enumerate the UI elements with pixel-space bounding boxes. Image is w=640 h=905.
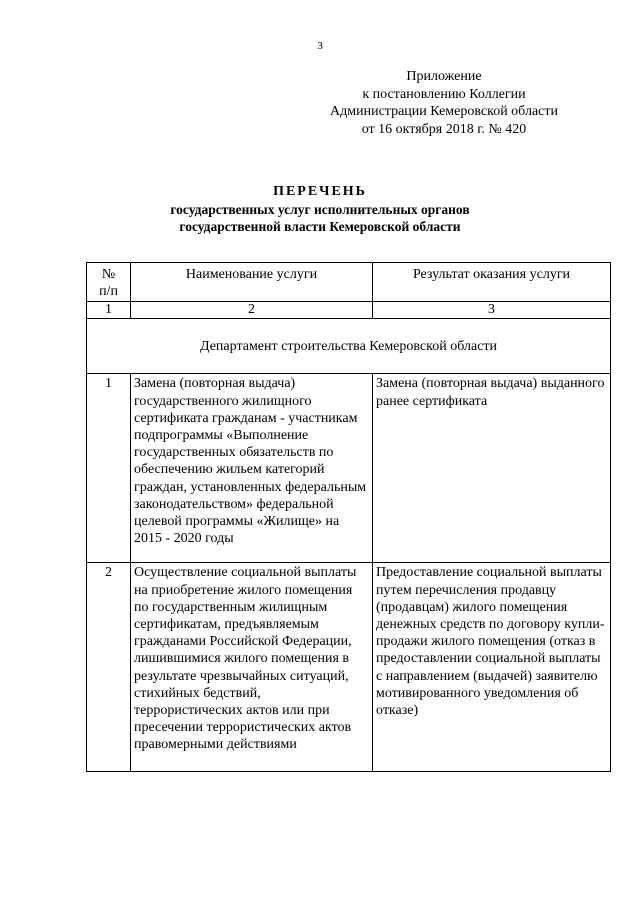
appendix-line: к постановлению Коллегии xyxy=(362,86,526,102)
document-heading xyxy=(0,183,640,235)
column-number: 3 xyxy=(373,302,611,319)
row-number: 2 xyxy=(87,563,131,772)
table-header-row xyxy=(87,263,611,302)
header-number-line: п/п xyxy=(99,284,118,300)
page-number: 3 xyxy=(317,40,323,52)
table-row xyxy=(87,563,611,772)
document-subtitle: государственных услуг исполнительных органов xyxy=(170,202,470,217)
column-number-row xyxy=(87,302,611,319)
appendix-line: от 16 октября 2018 г. № 420 xyxy=(361,121,527,137)
document-title: ПЕРЕЧЕНЬ xyxy=(273,184,367,199)
appendix-line: Приложение xyxy=(406,69,482,84)
header-number xyxy=(87,263,131,302)
header-service-result: Результат оказания услуги xyxy=(373,263,611,302)
service-result: Предоставление социальной выплаты путем перечисления продавцу (продавцам) жилого помещения денежных средств по договору купли-продажи жилого помещения (отказ в предоставлении социальной выплаты с направлением (выдачей) заявителю мотивированного уведомления об отказе) xyxy=(373,563,611,772)
document-subtitle: государственной власти Кемеровской области xyxy=(179,219,461,234)
service-result: Замена (повторная выдача) выданного ранее сертификата xyxy=(373,374,611,563)
row-number: 1 xyxy=(87,374,131,563)
header-number-line: № xyxy=(101,267,116,282)
appendix-block xyxy=(294,68,594,138)
department-row xyxy=(87,319,611,374)
appendix-line: Администрации Кемеровской области xyxy=(330,104,558,119)
column-number: 1 xyxy=(87,302,131,319)
header-service-name: Наименование услуги xyxy=(131,263,373,302)
services-table xyxy=(86,262,611,772)
table-row xyxy=(87,374,611,563)
service-name: Замена (повторная выдача) государственного жилищного сертификата гражданам - участникам подпрограммы «Выполнение государственных обязательств по обеспечению жильем категорий граждан, установленных федеральным законодательством» федеральной целевой программы «Жилище» на 2015 - 2020 годы xyxy=(131,374,373,563)
service-name: Осуществление социальной выплаты на приобретение жилого помещения по государственным жилищным сертификатам, предъявляемым гражданами Российской Федерации, лишившимися жилого помещения в результате чрезвычайных ситуаций, стихийных бедствий, террористических актов или при пресечении террористических актов правомерными действиями xyxy=(131,563,373,772)
column-number: 2 xyxy=(131,302,373,319)
department-name: Департамент строительства Кемеровской области xyxy=(87,319,611,374)
